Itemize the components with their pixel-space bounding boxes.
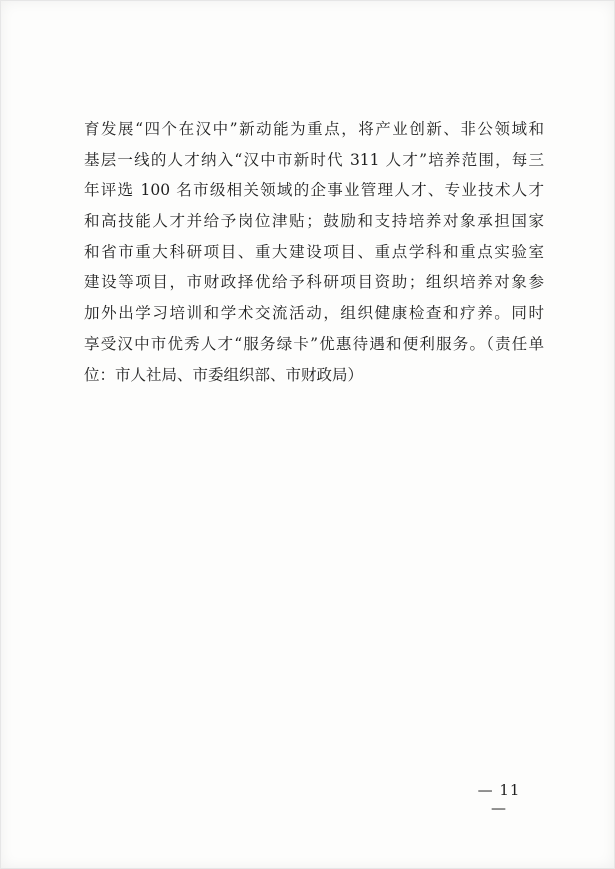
text-line: 建设等项目，市财政择优给予科研项目资助；组织培养对象参: [84, 273, 544, 292]
body-paragraph: [84, 114, 544, 390]
text-line: 基层一线的人才纳入“汉中市新时代 311 人才”培养范围，每三: [84, 150, 544, 169]
text-line: 育发展“四个在汉中”新动能为重点，将产业创新、非公领域和: [84, 120, 544, 138]
text-line: 和高技能人才并给予岗位津贴；鼓励和支持培养对象承担国家: [84, 212, 544, 231]
text-line: 享受汉中市优秀人才“服务绿卡”优惠待遇和便利服务。（责任单: [84, 334, 544, 353]
text-line: 加外出学习培训和学术交流活动，组织健康检查和疗养。同时: [84, 304, 544, 323]
text-line: 年评选 100 名市级相关领域的企事业管理人才、专业技术人才: [84, 181, 544, 200]
text-line: 位：市人社局、市委组织部、市财政局）: [84, 365, 364, 384]
text-line: 和省市重大科研项目、重大建设项目、重点学科和重点实验室: [84, 242, 544, 261]
page-number: — 11 —: [477, 781, 521, 817]
